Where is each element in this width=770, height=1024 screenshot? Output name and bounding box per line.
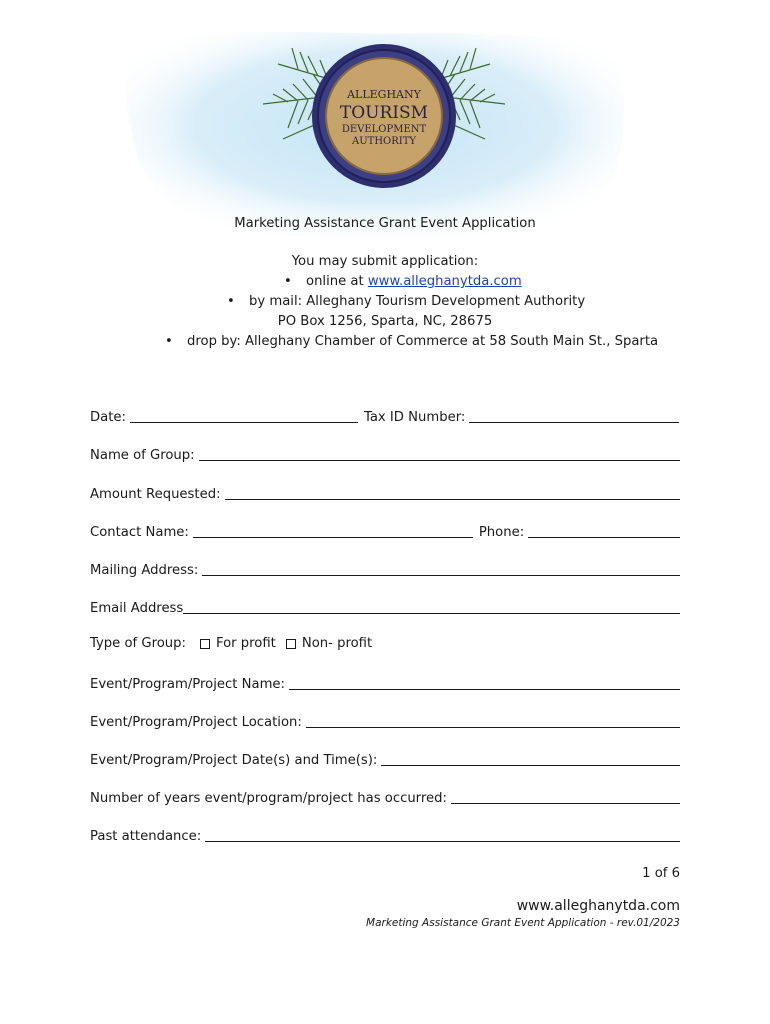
logo-text-line-1: ALLEGHANY xyxy=(347,88,421,101)
date-label: Date: xyxy=(90,410,126,425)
bullet-symbol: • xyxy=(284,274,292,289)
mailing-address-label: Mailing Address: xyxy=(90,563,199,578)
contact-name-field[interactable] xyxy=(193,524,473,538)
email-label: Email Address xyxy=(90,601,184,616)
past-attendance-field[interactable] xyxy=(205,828,680,842)
years-occurred-label: Number of years event/program/project has occurred: xyxy=(90,791,447,806)
event-location-label: Event/Program/Project Location: xyxy=(90,715,302,730)
email-field[interactable] xyxy=(183,600,680,614)
bullet-mail xyxy=(227,294,585,309)
mailing-address-field[interactable] xyxy=(202,562,680,576)
bullet-symbol: • xyxy=(227,294,235,309)
tax-id-field[interactable] xyxy=(469,409,679,423)
bullet-symbol: • xyxy=(165,334,173,349)
bullet-online xyxy=(284,274,522,289)
group-name-row xyxy=(90,445,680,463)
amount-label: Amount Requested: xyxy=(90,487,221,502)
non-profit-checkbox[interactable] xyxy=(286,639,296,649)
logo-text-line-4: AUTHORITY xyxy=(352,136,416,147)
email-row xyxy=(90,598,680,616)
event-dates-field[interactable] xyxy=(381,752,680,766)
event-name-label: Event/Program/Project Name: xyxy=(90,677,285,692)
amount-row xyxy=(90,484,680,502)
online-prefix: online at xyxy=(306,274,368,289)
mail-address-line-2: PO Box 1256, Sparta, NC, 28675 xyxy=(277,314,493,329)
past-attendance-row xyxy=(90,826,680,844)
amount-field[interactable] xyxy=(225,486,680,500)
past-attendance-label: Past attendance: xyxy=(90,829,202,844)
years-occurred-field[interactable] xyxy=(451,790,680,804)
mailing-address-row xyxy=(90,560,680,578)
phone-label: Phone: xyxy=(478,525,525,540)
drop-by-text: drop by: Alleghany Chamber of Commerce at 58 South Main St., Sparta xyxy=(187,334,659,349)
event-name-row xyxy=(90,674,680,692)
bullet-drop-by xyxy=(165,334,658,349)
for-profit-checkbox[interactable] xyxy=(200,639,210,649)
footer-website: www.alleghanytda.com xyxy=(516,898,680,914)
logo-text-line-3: DEVELOPMENT xyxy=(341,124,427,135)
tourism-authority-logo xyxy=(258,34,510,192)
date-tax-row xyxy=(90,407,680,425)
group-name-label: Name of Group: xyxy=(90,448,195,463)
date-field[interactable] xyxy=(130,409,358,423)
event-location-row xyxy=(90,712,680,730)
document-title: Marketing Assistance Grant Event Application xyxy=(234,216,536,231)
logo-text-line-2: TOURISM xyxy=(339,103,429,123)
contact-name-label: Contact Name: xyxy=(90,525,189,540)
years-occurred-row xyxy=(90,788,680,806)
event-location-field[interactable] xyxy=(306,714,680,728)
event-dates-row xyxy=(90,750,680,768)
phone-field[interactable] xyxy=(528,524,680,538)
footer-revision-note: Marketing Assistance Grant Event Application - rev.01/2023 xyxy=(366,917,680,929)
contact-phone-row xyxy=(90,522,680,540)
event-dates-label: Event/Program/Project Date(s) and Time(s): xyxy=(90,753,378,768)
non-profit-label: Non- profit xyxy=(301,636,373,651)
tax-id-label: Tax ID Number: xyxy=(363,410,466,425)
group-name-field[interactable] xyxy=(199,447,680,461)
website-link[interactable]: www.alleghanytda.com xyxy=(367,274,522,289)
group-type-label: Type of Group: xyxy=(90,636,186,651)
group-type-row xyxy=(90,636,372,651)
event-name-field[interactable] xyxy=(289,676,680,690)
for-profit-label: For profit xyxy=(215,636,276,651)
submit-intro: You may submit application: xyxy=(291,254,479,269)
mail-address-line-1: by mail: Alleghany Tourism Development Authority xyxy=(249,294,586,309)
page-number: 1 of 6 xyxy=(642,866,680,881)
